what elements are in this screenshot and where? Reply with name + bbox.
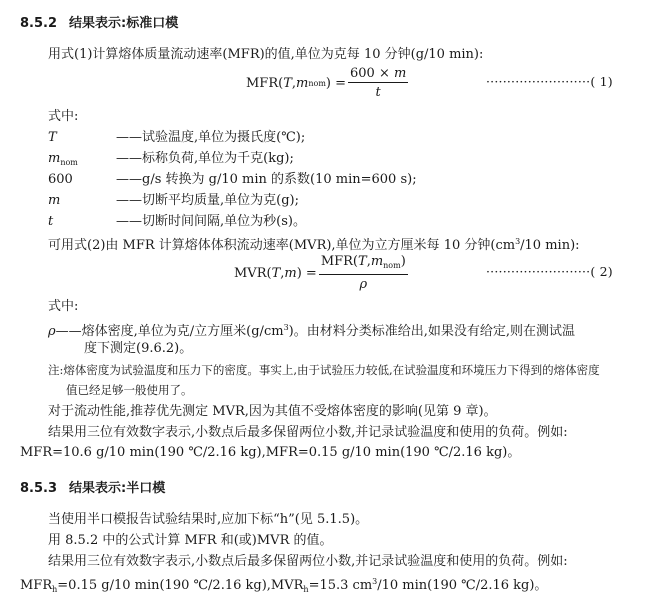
- equation-1: MFR( T , m nom ) = $\frac{600 \times m}{t}$: [246, 66, 407, 100]
- fraction: $\frac{600 \times m}{t}$: [350, 66, 407, 100]
- mvr-intro-paragraph: 可用式(2)由 MFR 计算熔体体积流动速率(MVR),单位为立方厘米每 10 分钟($cm^3/10$ min):: [48, 237, 580, 253]
- equation-2-number: ·························( 2): [486, 264, 613, 279]
- fraction: $\frac{MFR(T,m_{nom})}{\rho}$: [320, 254, 406, 292]
- half-die-line2: 用 8.5.2 中的公式计算 MFR 和(或)MVR 的值。: [48, 533, 333, 548]
- flow-recommendation: 对于流动性能,推荐优先测定 MVR,因为其值不受熔体密度的影响(见第 9 章)。: [48, 404, 497, 419]
- definition-t: t ——切断时间间隔,单位为秒(s)。: [48, 214, 306, 229]
- equation-2: MVR( T , m ) = $\frac{MFR(T,m_{nom})}{\rho}$: [234, 254, 406, 292]
- section-title: 结果表示:半口模: [69, 481, 166, 496]
- definition-m-nom: $m_{nom}$ ——标称负荷,单位为千克(kg);: [48, 151, 294, 167]
- mfr-intro-paragraph: 用式(1)计算熔体质量流动速率(MFR)的值,单位为克每 10 分钟(g/10 min):: [48, 47, 484, 62]
- where-label-2: 式中:: [48, 299, 79, 314]
- definition-m: m ——切断平均质量,单位为克(g);: [48, 193, 299, 208]
- definition-rho-line1: ρ——熔体密度,单位为克/立方厘米$(g/cm^3)$。由材料分类标准给出,如果没有给定,则在测试温: [48, 323, 575, 339]
- section-title: 结果表示:标准口模: [69, 16, 179, 31]
- note-line2: 值已经足够一般使用了。: [66, 383, 193, 397]
- half-die-line3: 结果用三位有效数字表示,小数点后最多保留两位小数,并记录试验温度和使用的负荷。例如:: [48, 554, 568, 569]
- section-number: 8.5.3: [20, 481, 58, 496]
- result-line2: MFR=10.6 g/10 min(190 ℃/2.16 kg),MFR=0.15 g/10 min(190 ℃/2.16 kg)。: [20, 445, 521, 460]
- definition-rho-line2: 度下测定(9.6.2)。: [84, 341, 193, 356]
- equation-1-number: ·························( 1): [486, 74, 613, 89]
- definition-T: T ——试验温度,单位为摄氏度(℃);: [48, 130, 306, 145]
- half-die-line4: $MFR_h=0.15$ g/10 min(190 ℃/2.16 $kg),MVR_h=15.3$ $cm^3/10$ min(190 ℃/2.16 kg)。: [20, 577, 548, 594]
- where-label: 式中:: [48, 109, 79, 124]
- section-heading-8-5-3: [20, 477, 165, 496]
- section-heading-8-5-2: [20, 12, 178, 31]
- note-line1: 注:熔体密度为试验温度和压力下的密度。事实上,由于试验压力较低,在试验温度和环境压力下得到的熔体密度: [48, 363, 600, 377]
- section-number: 8.5.2: [20, 16, 58, 31]
- half-die-line1: 当使用半口模报告试验结果时,应加下标“h”(见 5.1.5)。: [48, 512, 369, 527]
- definition-600: 600 ——g/s 转换为 g/10 min 的系数(10 min=600 s);: [48, 172, 417, 187]
- result-line1: 结果用三位有效数字表示,小数点后最多保留两位小数,并记录试验温度和使用的负荷。例如:: [48, 425, 568, 440]
